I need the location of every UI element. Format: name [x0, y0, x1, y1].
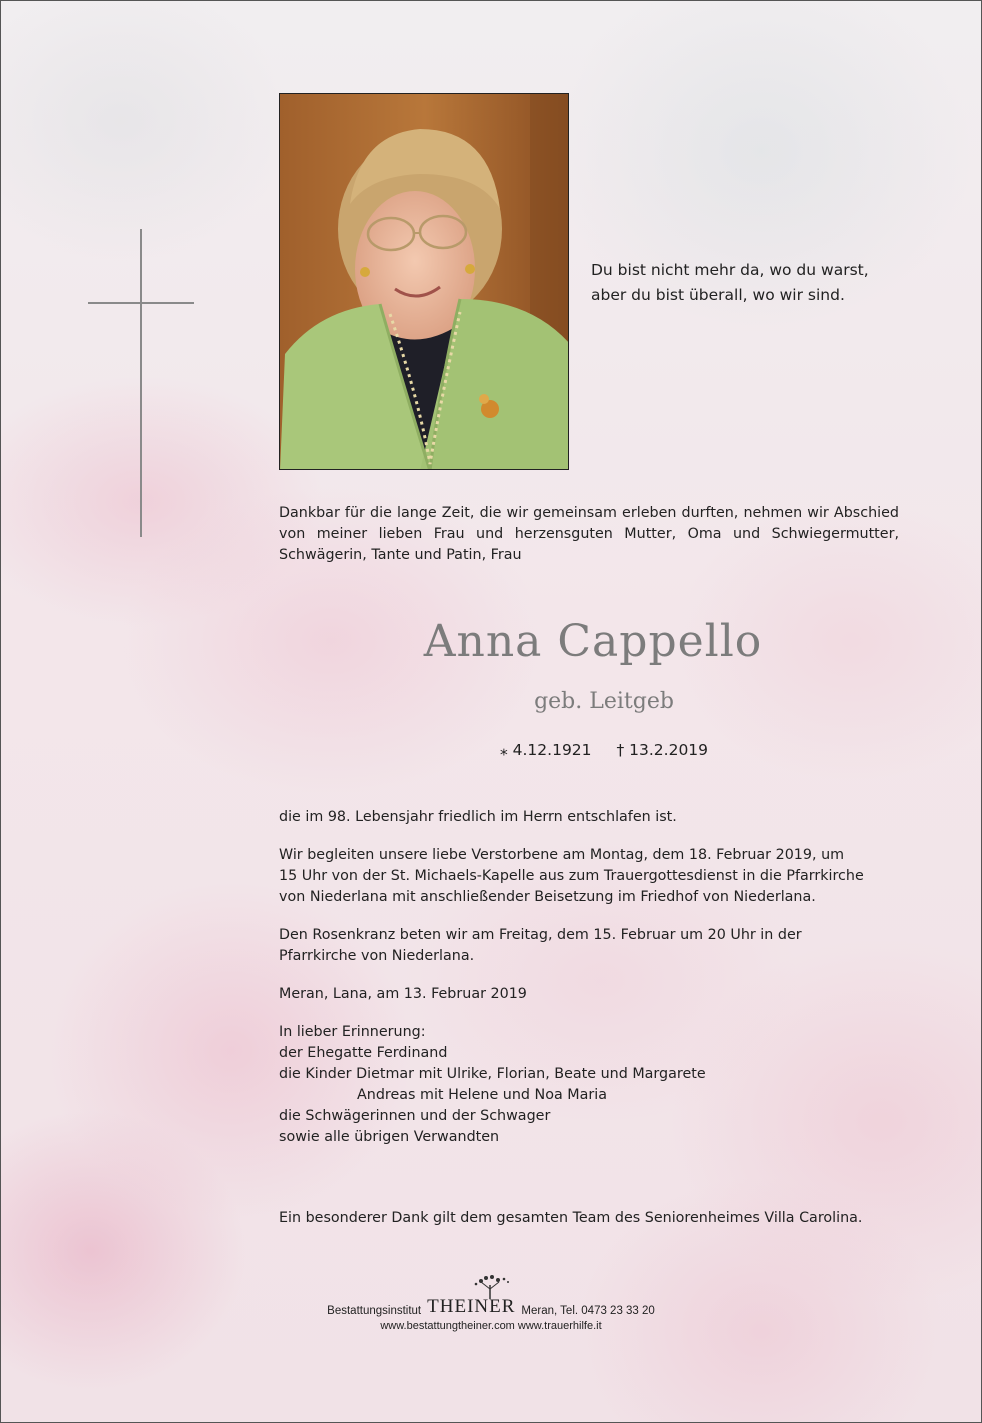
maiden-name: geb. Leitgeb	[534, 689, 674, 714]
place-date: Meran, Lana, am 13. Februar 2019	[279, 986, 527, 1002]
mourner-line: der Ehegatte Ferdinand	[279, 1045, 448, 1061]
mourner-line: die Kinder Dietmar mit Ulrike, Florian, Beate und Margarete	[279, 1066, 706, 1082]
funeral-home-footer	[301, 1297, 681, 1332]
quote-line: aber du bist überall, wo wir sind.	[591, 286, 845, 304]
passing-statement: die im 98. Lebensjahr friedlich im Herrn entschlafen ist.	[279, 809, 677, 825]
mourner-line: Andreas mit Helene und Noa Maria	[357, 1087, 607, 1103]
quote-line: Du bist nicht mehr da, wo du warst,	[591, 261, 869, 279]
funeral-details: Wir begleiten unsere liebe Verstorbene am Montag, dem 18. Februar 2019, um 15 Uhr von der St. Michaels-Kapelle aus zum Trauergottesdienst in die Pfarrkirche von Niederlana mit anschließender Beisetzung im Friedhof von Niederlana.	[279, 847, 864, 905]
birth-date: ⁎ 4.12.1921	[499, 741, 592, 759]
deceased-name: Anna Cappello	[423, 616, 763, 667]
tree-logo-icon	[467, 1275, 513, 1299]
memorial-quote	[591, 258, 931, 308]
footer-websites: www.bestattungtheiner.com www.trauerhilfe.it	[380, 1320, 602, 1332]
footer-contact: Meran, Tel. 0473 23 33 20	[521, 1305, 655, 1317]
mourners-list	[279, 1022, 879, 1148]
announcement-text	[279, 807, 879, 1148]
thanks-note: Ein besonderer Dank gilt dem gesamten Team des Seniorenheimes Villa Carolina.	[279, 1210, 863, 1226]
mourner-line: In lieber Erinnerung:	[279, 1024, 426, 1040]
life-dates	[279, 741, 899, 759]
rosary-details: Den Rosenkranz beten wir am Freitag, dem 15. Februar um 20 Uhr in der Pfarrkirche von Niederlana.	[279, 927, 802, 964]
portrait-photo	[279, 93, 569, 470]
brand-logo: THEINER	[427, 1297, 515, 1317]
intro-paragraph: Dankbar für die lange Zeit, die wir gemeinsam erleben durften, nehmen wir Abschied von meiner lieben Frau und herzensguten Mutter, Oma und Schwiegermutter, Schwägerin, Tante und Patin, Frau	[279, 505, 899, 563]
footer-prefix: Bestattungsinstitut	[327, 1305, 422, 1317]
mourner-line: die Schwägerinnen und der Schwager	[279, 1108, 551, 1124]
death-date: † 13.2.2019	[616, 741, 709, 759]
mourner-line: sowie alle übrigen Verwandten	[279, 1129, 500, 1145]
